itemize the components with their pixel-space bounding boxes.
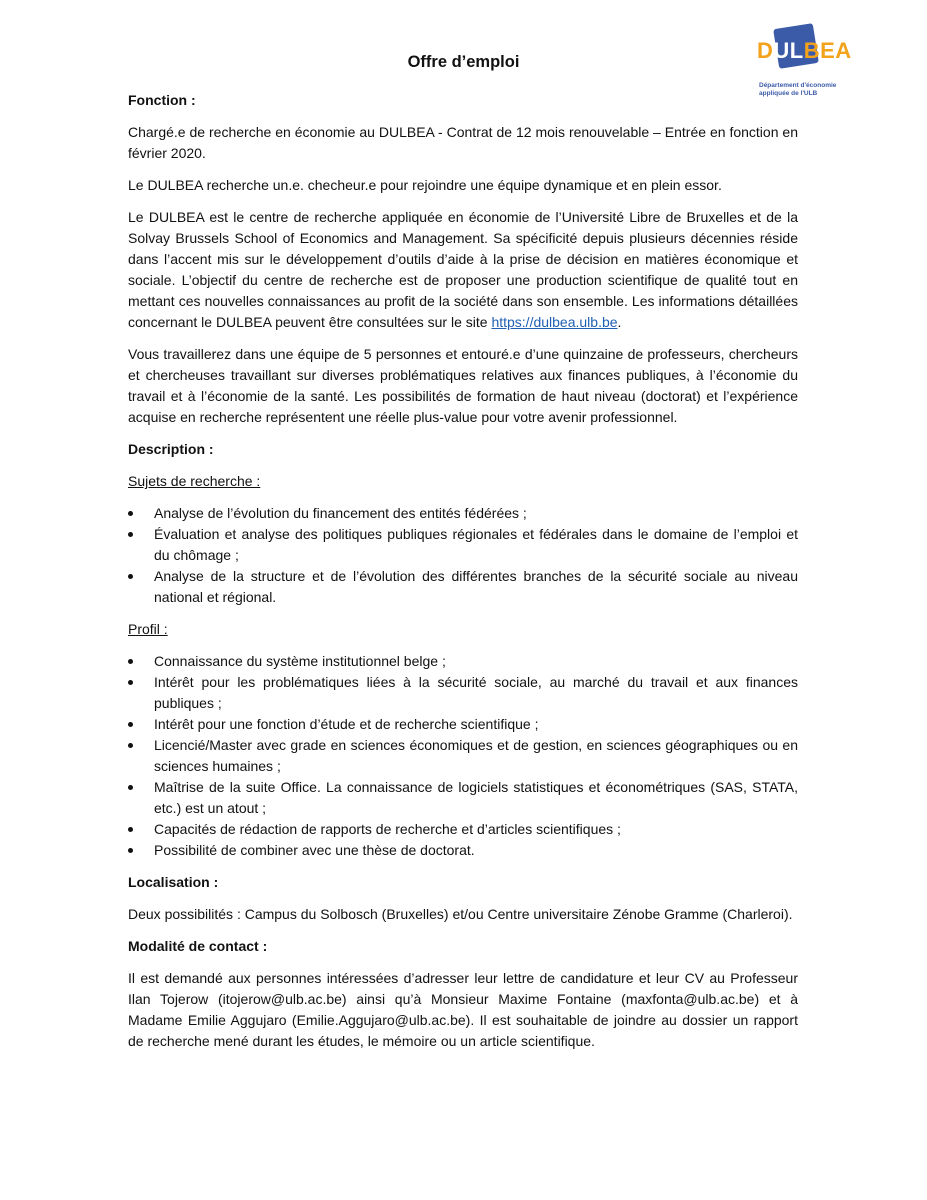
contact-text: Il est demandé aux personnes intéressées d’adresser leur lettre de candidature et leur CV au Professeur Ilan Tojerow (itojerow@ulb.ac.be) ainsi qu’à Monsieur Maxime Fontaine (maxfonta@ulb.ac.be) et à Madame Emilie Aggujaro (Emilie.Aggujaro@ulb.ac.be). Il est souhaitable de joindre au dossier un rapport de recherche mené durant les études, le mémoire ou un article scientifique. bbox=[128, 970, 798, 1049]
list-item-text: Licencié/Master avec grade en sciences économiques et de gestion, en sciences géographiques ou en sciences humaines ; bbox=[154, 737, 798, 774]
fonction-paragraph-3-end: . bbox=[617, 314, 622, 330]
list-item-text: Intérêt pour une fonction d’étude et de recherche scientifique ; bbox=[154, 716, 539, 732]
list-item-text: Capacités de rédaction de rapports de recherche et d’articles scientifiques ; bbox=[154, 821, 621, 837]
list-item-text: Connaissance du système institutionnel belge ; bbox=[154, 653, 446, 669]
list-item bbox=[128, 819, 798, 840]
list-item-text: Intérêt pour les problématiques liées à la sécurité sociale, au marché du travail et aux finances publiques ; bbox=[154, 674, 798, 711]
list-item bbox=[128, 714, 798, 735]
fonction-heading: Fonction : bbox=[128, 92, 196, 108]
bullet-icon bbox=[128, 680, 133, 685]
logo-subtitle-line1: Département d'économie bbox=[759, 82, 837, 89]
fonction-paragraph-3 bbox=[128, 207, 798, 333]
document-body bbox=[128, 90, 798, 1063]
list-item-text: Évaluation et analyse des politiques publiques régionales et fédérales dans le domaine de l’emploi et du chômage ; bbox=[154, 526, 798, 563]
logo-letters-ul: UL bbox=[773, 38, 804, 63]
list-item bbox=[128, 672, 798, 714]
bullet-icon bbox=[128, 722, 133, 727]
localisation-heading: Localisation : bbox=[128, 874, 219, 890]
list-item bbox=[128, 777, 798, 819]
bullet-icon bbox=[128, 511, 133, 516]
bullet-icon bbox=[128, 743, 133, 748]
logo-subtitle-line2: appliquée de l'ULB bbox=[759, 90, 818, 97]
list-item-text: Possibilité de combiner avec une thèse de doctorat. bbox=[154, 842, 475, 858]
profil-heading: Profil : bbox=[128, 621, 168, 637]
fonction-paragraph-2: Le DULBEA recherche un.e. checheur.e pour rejoindre une équipe dynamique et en plein essor. bbox=[128, 177, 722, 193]
document-title: Offre d’emploi bbox=[407, 53, 520, 71]
profil-list bbox=[128, 651, 798, 861]
bullet-icon bbox=[128, 785, 133, 790]
bullet-icon bbox=[128, 848, 133, 853]
bullet-icon bbox=[128, 532, 133, 537]
sujets-list bbox=[128, 503, 798, 608]
list-item bbox=[128, 503, 798, 524]
list-item bbox=[128, 524, 798, 566]
bullet-icon bbox=[128, 827, 133, 832]
localisation-text: Deux possibilités : Campus du Solbosch (Bruxelles) et/ou Centre universitaire Zénobe Gramme (Charleroi). bbox=[128, 906, 793, 922]
description-heading: Description : bbox=[128, 441, 214, 457]
contact-heading: Modalité de contact : bbox=[128, 938, 268, 954]
bullet-icon bbox=[128, 574, 133, 579]
fonction-paragraph-1: Chargé.e de recherche en économie au DULBEA - Contrat de 12 mois renouvelable – Entrée en fonction en février 2020. bbox=[128, 124, 798, 161]
list-item bbox=[128, 566, 798, 608]
logo-letters-bea: BEA bbox=[803, 38, 852, 63]
list-item-text: Analyse de l’évolution du financement des entités fédérées ; bbox=[154, 505, 527, 521]
dulbea-website-link[interactable]: https://dulbea.ulb.be bbox=[491, 314, 618, 330]
list-item bbox=[128, 651, 798, 672]
list-item-text: Analyse de la structure et de l’évolution des différentes branches de la sécurité sociale au niveau national et régional. bbox=[154, 568, 798, 605]
sujets-heading: Sujets de recherche : bbox=[128, 473, 261, 489]
bullet-icon bbox=[128, 659, 133, 664]
list-item bbox=[128, 735, 798, 777]
fonction-paragraph-3-text: Le DULBEA est le centre de recherche appliquée en économie de l’Université Libre de Bruxelles et de la Solvay Brussels School of Economics and Management. Sa spécificité depuis plusieurs décennies réside dans l’accent mis sur le développement d’outils d’aide à la prise de décision en matières économique et sociale. L’objectif du centre de recherche est de proposer une production scientifique de qualité tout en mettant ces nouvelles connaissances au profit de la société dans son ensemble. Les informations détaillées concernant le DULBEA peuvent être consultées sur le site bbox=[128, 209, 798, 330]
logo-letter-d: D bbox=[757, 38, 774, 63]
list-item-text: Maîtrise de la suite Office. La connaissance de logiciels statistiques et économétriques (SAS, STATA, etc.) est un atout ; bbox=[154, 779, 798, 816]
list-item bbox=[128, 840, 798, 861]
fonction-paragraph-4: Vous travaillerez dans une équipe de 5 personnes et entouré.e d’une quinzaine de professeurs, chercheurs et chercheuses travaillant sur diverses problématiques relatives aux finances publiques, à l’économie du travail et à l’économie de la santé. Les possibilités de formation de haut niveau (doctorat) et l’expérience acquise en recherche représentent une réelle plus-value pour votre avenir professionnel. bbox=[128, 346, 798, 425]
